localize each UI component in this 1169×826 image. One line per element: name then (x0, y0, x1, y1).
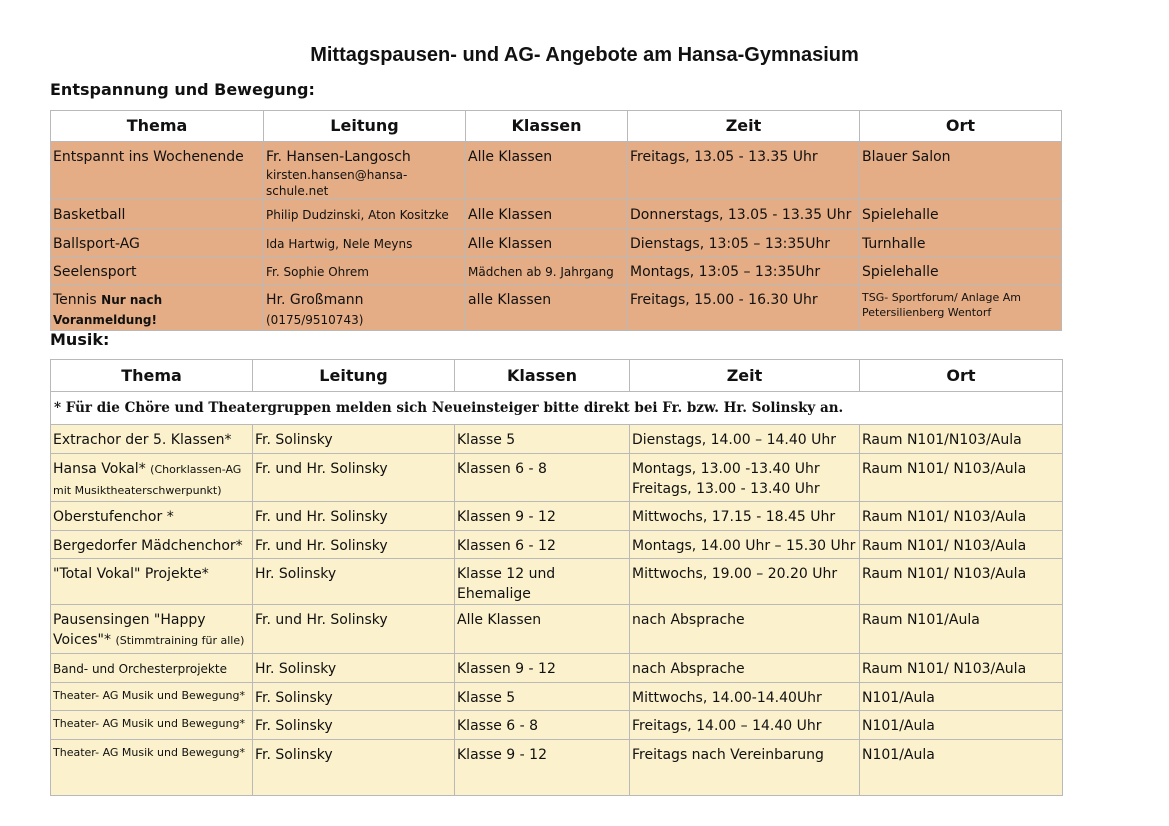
column-header-zeit: Zeit (628, 111, 860, 142)
cell-leitung: Fr. Sophie Ohrem (264, 257, 466, 285)
section-heading-musik: Musik: (50, 330, 110, 349)
cell-leitung: Fr. und Hr. Solinsky (253, 454, 455, 502)
cell-klassen: Klasse 5 (455, 425, 630, 454)
cell-thema: Extrachor der 5. Klassen* (51, 425, 253, 454)
column-header-thema: Thema (51, 111, 264, 142)
column-header-leitung: Leitung (264, 111, 466, 142)
cell-thema: Seelensport (51, 257, 264, 285)
leitung-phone: (0175/9510743) (266, 313, 364, 327)
cell-klassen: Alle Klassen (455, 605, 630, 654)
cell-ort: N101/Aula (860, 740, 1063, 796)
cell-thema (51, 454, 253, 502)
cell-thema: Basketball (51, 200, 264, 229)
column-header-klassen: Klassen (455, 360, 630, 392)
zeit-line-2: Freitags, 13.00 - 13.40 Uhr (632, 481, 820, 497)
cell-leitung: Fr. Solinsky (253, 683, 455, 711)
cell-thema: Theater- AG Musik und Bewegung* (51, 740, 253, 796)
cell-ort: N101/Aula (860, 683, 1063, 711)
column-header-ort: Ort (860, 360, 1063, 392)
cell-zeit: Freitags nach Vereinbarung (630, 740, 860, 796)
cell-zeit: nach Absprache (630, 654, 860, 683)
cell-ort: Spielehalle (860, 200, 1062, 229)
table-musik (50, 359, 1063, 796)
cell-klassen: Klasse 12 und Ehemalige (455, 559, 630, 605)
column-header-ort: Ort (860, 111, 1062, 142)
table-row (51, 257, 1062, 285)
cell-zeit (630, 454, 860, 502)
cell-thema: Theater- AG Musik und Bewegung* (51, 683, 253, 711)
cell-leitung: Hr. Solinsky (253, 559, 455, 605)
cell-klassen: Klassen 9 - 12 (455, 654, 630, 683)
cell-zeit: Dienstags, 14.00 – 14.40 Uhr (630, 425, 860, 454)
cell-thema: Bergedorfer Mädchenchor* (51, 531, 253, 559)
cell-ort: Raum N101/ N103/Aula (860, 654, 1063, 683)
cell-zeit: Mittwochs, 17.15 - 18.45 Uhr (630, 502, 860, 531)
cell-ort: TSG- Sportforum/ Anlage Am Petersilienberg Wentorf (860, 285, 1062, 331)
cell-ort: N101/Aula (860, 711, 1063, 740)
cell-klassen: Klassen 6 - 12 (455, 531, 630, 559)
cell-leitung: Fr. Solinsky (253, 740, 455, 796)
table-header-row (51, 360, 1063, 392)
leitung-name: Hr. Großmann (266, 292, 364, 308)
cell-thema (51, 605, 253, 654)
cell-zeit: Dienstags, 13:05 – 13:35Uhr (628, 229, 860, 257)
cell-leitung: Ida Hartwig, Nele Meyns (264, 229, 466, 257)
cell-ort: Blauer Salon (860, 142, 1062, 200)
cell-leitung: Fr. Solinsky (253, 711, 455, 740)
cell-thema: Ballsport-AG (51, 229, 264, 257)
cell-leitung: Fr. Solinsky (253, 425, 455, 454)
cell-leitung: Hr. Solinsky (253, 654, 455, 683)
column-header-zeit: Zeit (630, 360, 860, 392)
table-row (51, 559, 1063, 605)
cell-thema: "Total Vokal" Projekte* (51, 559, 253, 605)
cell-klassen: Klasse 5 (455, 683, 630, 711)
cell-ort: Raum N101/ N103/Aula (860, 559, 1063, 605)
cell-klassen: Alle Klassen (466, 229, 628, 257)
table-row (51, 654, 1063, 683)
cell-zeit: Montags, 14.00 Uhr – 15.30 Uhr (630, 531, 860, 559)
column-header-klassen: Klassen (466, 111, 628, 142)
cell-ort: Raum N101/ N103/Aula (860, 454, 1063, 502)
cell-klassen: alle Klassen (466, 285, 628, 331)
cell-klassen: Mädchen ab 9. Jahrgang (466, 257, 628, 285)
column-header-leitung: Leitung (253, 360, 455, 392)
cell-thema: Oberstufenchor * (51, 502, 253, 531)
cell-zeit: Freitags, 13.05 - 13.35 Uhr (628, 142, 860, 200)
leitung-name: Fr. Hansen-Langosch (266, 149, 411, 165)
cell-klassen: Klasse 6 - 8 (455, 711, 630, 740)
cell-leitung: Fr. und Hr. Solinsky (253, 531, 455, 559)
cell-ort: Turnhalle (860, 229, 1062, 257)
table-row (51, 683, 1063, 711)
cell-klassen: Klassen 9 - 12 (455, 502, 630, 531)
cell-ort: Spielehalle (860, 257, 1062, 285)
table-entspannung (50, 110, 1062, 331)
cell-ort: Raum N101/ N103/Aula (860, 531, 1063, 559)
cell-leitung (264, 285, 466, 331)
cell-ort: Raum N101/ N103/Aula (860, 502, 1063, 531)
cell-zeit: nach Absprache (630, 605, 860, 654)
cell-ort: Raum N101/N103/Aula (860, 425, 1063, 454)
thema-text: Hansa Vokal* (53, 461, 146, 477)
table-row (51, 502, 1063, 531)
cell-zeit: Freitags, 15.00 - 16.30 Uhr (628, 285, 860, 331)
cell-leitung: Fr. und Hr. Solinsky (253, 502, 455, 531)
cell-zeit: Mittwochs, 14.00-14.40Uhr (630, 683, 860, 711)
table-row (51, 425, 1063, 454)
cell-thema: Band- und Orchesterprojekte (51, 654, 253, 683)
email-link[interactable]: kirsten.hansen@hansa-schule.net (266, 168, 408, 198)
cell-zeit: Donnerstags, 13.05 - 13.35 Uhr (628, 200, 860, 229)
section-heading-entspannung: Entspannung und Bewegung: (50, 80, 315, 99)
thema-text: Tennis (53, 292, 97, 308)
cell-leitung: Philip Dudzinski, Aton Kositzke (264, 200, 466, 229)
table-row (51, 285, 1062, 331)
registration-note: * Für die Chöre und Theatergruppen melden sich Neueinsteiger bitte direkt bei Fr. bzw. Hr. Solinsky an. (51, 392, 1063, 425)
cell-zeit: Mittwochs, 19.00 – 20.20 Uhr (630, 559, 860, 605)
cell-zeit: Montags, 13:05 – 13:35Uhr (628, 257, 860, 285)
table-row (51, 229, 1062, 257)
thema-note: Nur nach Voranmeldung! (53, 293, 163, 327)
cell-thema: Entspannt ins Wochenende (51, 142, 264, 200)
thema-sub: (Stimmtraining für alle) (115, 634, 245, 647)
cell-klassen: Klassen 6 - 8 (455, 454, 630, 502)
table-header-row (51, 111, 1062, 142)
page-title: Mittagspausen- und AG- Angebote am Hansa-Gymnasium (310, 44, 859, 66)
cell-leitung: Fr. und Hr. Solinsky (253, 605, 455, 654)
table-row (51, 142, 1062, 200)
thema-sub: (Chorklassen-AG mit Musiktheaterschwerpunkt) (53, 463, 242, 497)
table-row (51, 531, 1063, 559)
cell-klassen: Alle Klassen (466, 142, 628, 200)
cell-klassen: Klasse 9 - 12 (455, 740, 630, 796)
table-row (51, 605, 1063, 654)
cell-zeit: Freitags, 14.00 – 14.40 Uhr (630, 711, 860, 740)
table-row (51, 711, 1063, 740)
column-header-thema: Thema (51, 360, 253, 392)
note-row (51, 392, 1063, 425)
cell-ort: Raum N101/Aula (860, 605, 1063, 654)
zeit-line-1: Montags, 13.00 -13.40 Uhr (632, 461, 820, 477)
table-row (51, 200, 1062, 229)
table-row (51, 454, 1063, 502)
cell-leitung (264, 142, 466, 200)
table-row (51, 740, 1063, 796)
cell-thema (51, 285, 264, 331)
thema-text: Pausensingen "Happy Voices"* (53, 612, 206, 648)
cell-klassen: Alle Klassen (466, 200, 628, 229)
cell-thema: Theater- AG Musik und Bewegung* (51, 711, 253, 740)
